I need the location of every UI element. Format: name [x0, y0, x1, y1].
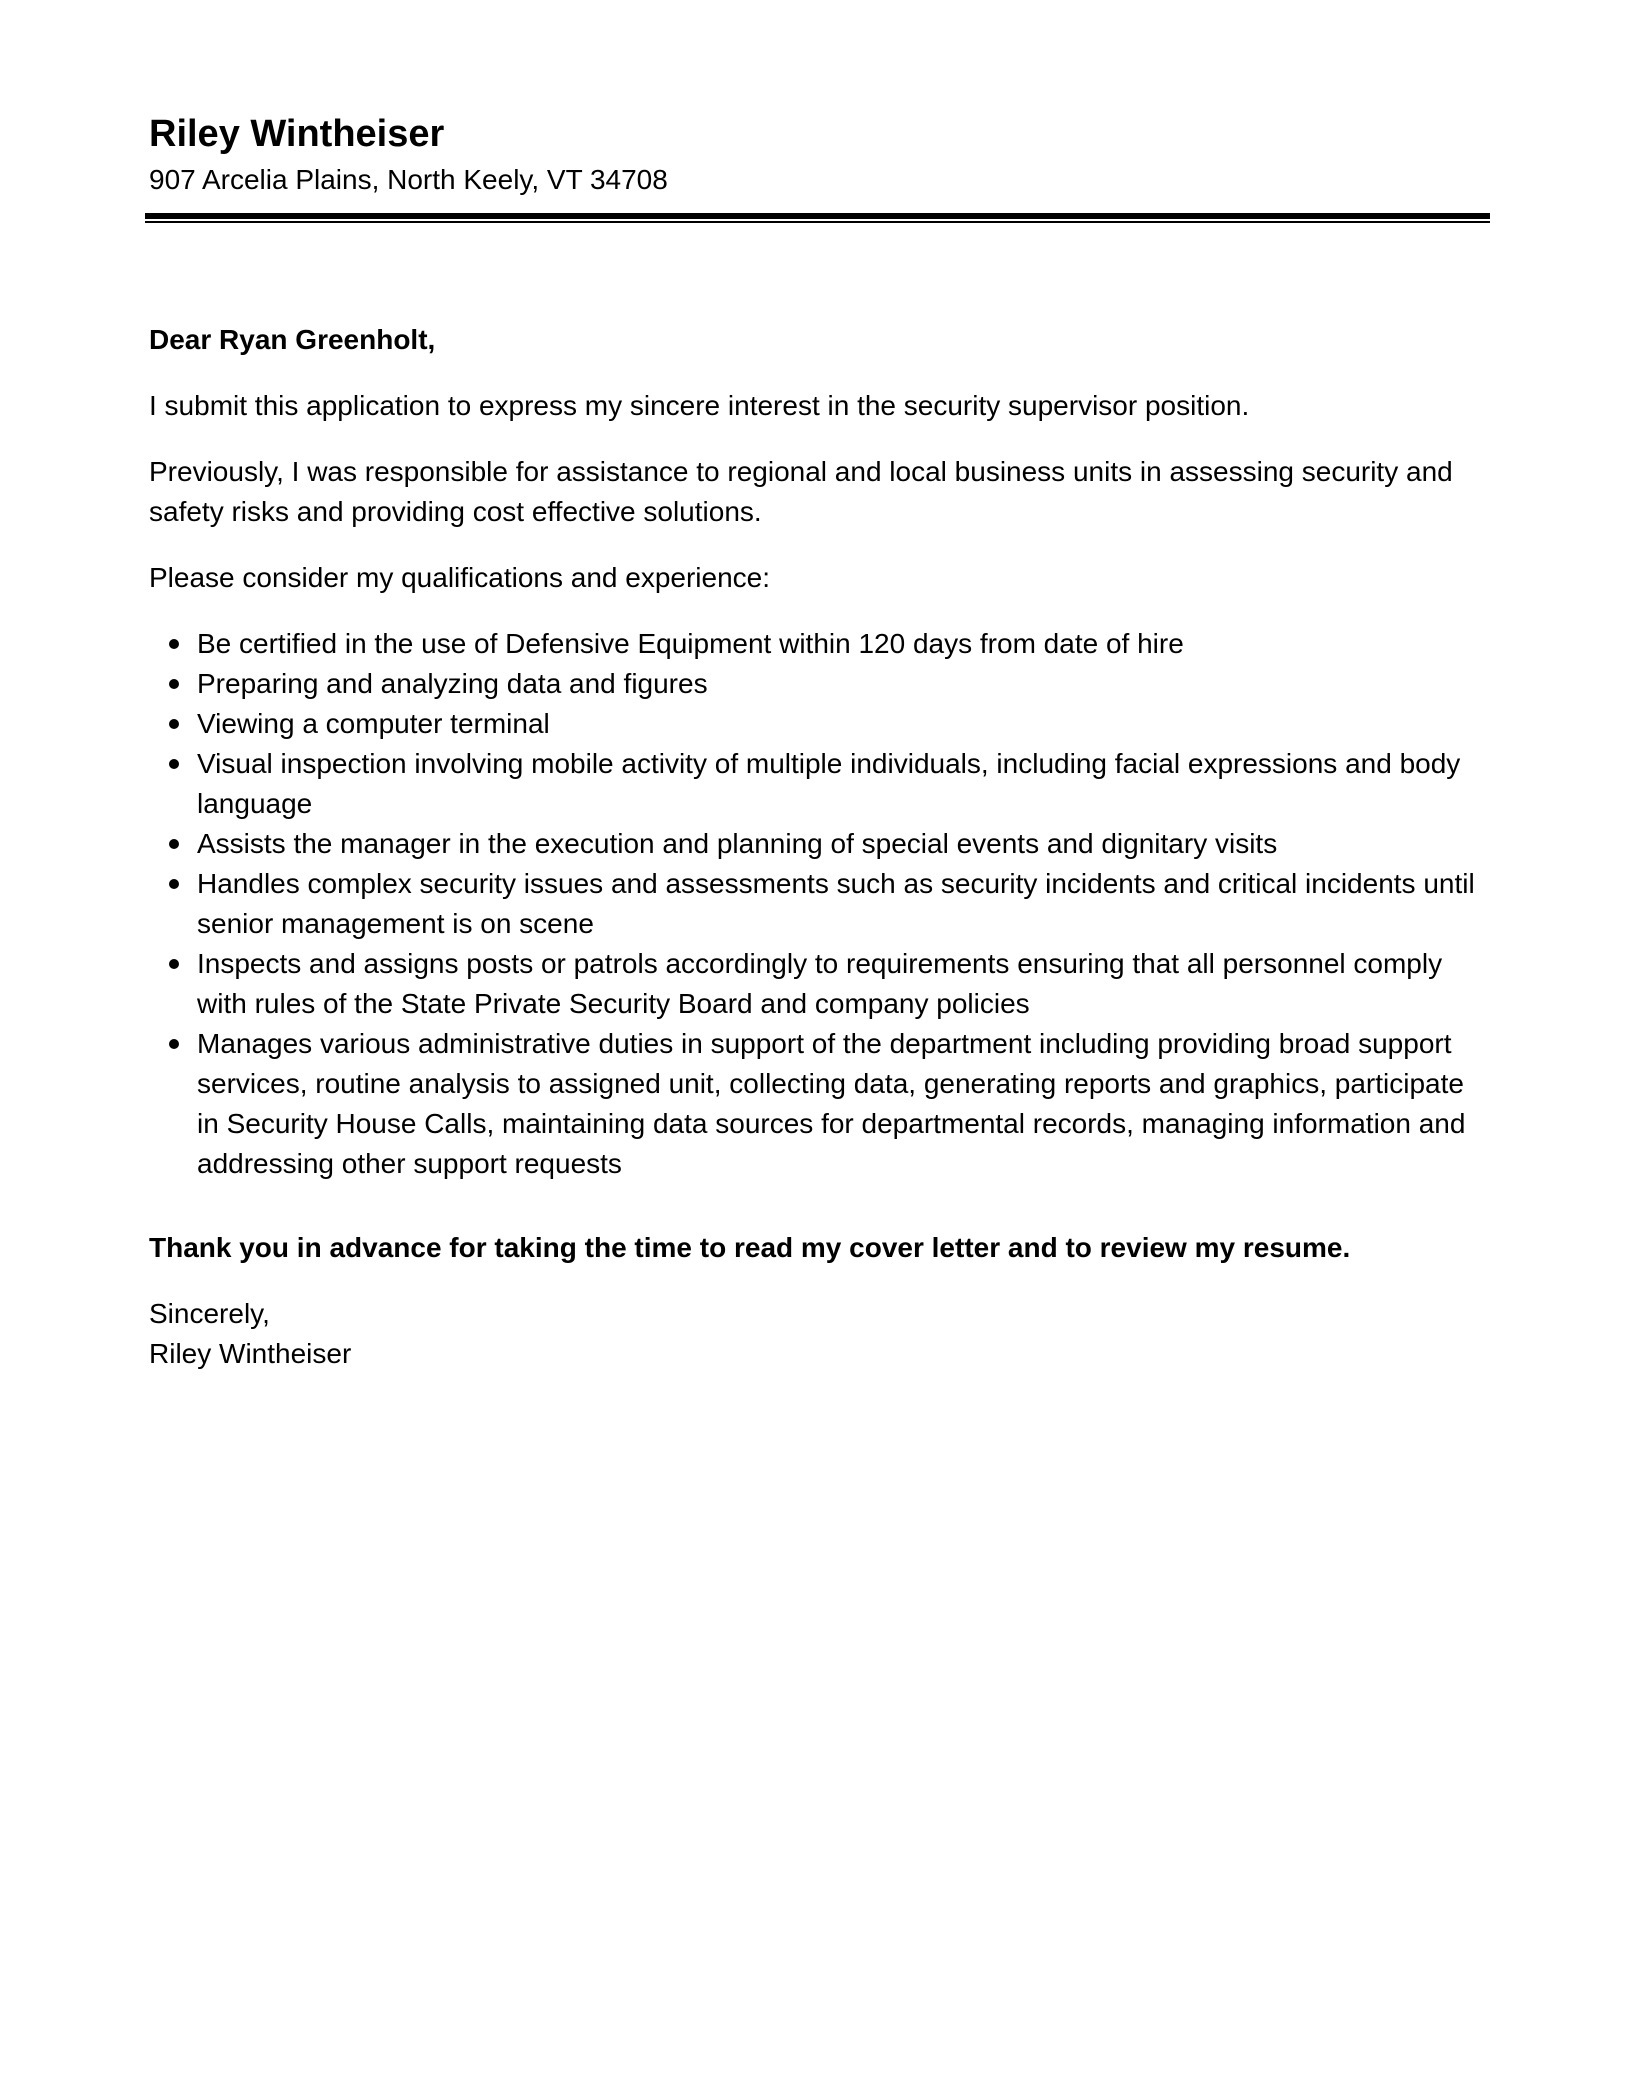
header-divider-thin	[145, 221, 1490, 223]
list-item	[149, 744, 1484, 824]
list-item	[149, 944, 1484, 1024]
list-item-text: Preparing and analyzing data and figures	[197, 668, 708, 699]
paragraph-intro: I submit this application to express my sincere interest in the security supervisor position.	[149, 390, 1250, 421]
salutation: Dear Ryan Greenholt,	[149, 324, 436, 355]
signature-name: Riley Wintheiser	[149, 1338, 352, 1369]
list-item-text: Inspects and assigns posts or patrols accordingly to requirements ensuring that all personnel comply with rules of the State Private Security Board and company policies	[197, 948, 1443, 1019]
list-item-text: Manages various administrative duties in support of the department including providing broad support services, routine analysis to assigned unit, collecting data, generating reports and graphics, participate in Security House Calls, maintaining data sources for departmental records, managing information and addressing other support requests	[197, 1028, 1466, 1179]
paragraph-qualifications: Please consider my qualifications and experience:	[149, 562, 771, 593]
list-item	[149, 704, 1484, 744]
list-item	[149, 824, 1484, 864]
bullet-icon	[169, 1039, 179, 1049]
closing-statement: Thank you in advance for taking the time to read my cover letter and to review my resume.	[149, 1232, 1351, 1263]
bullet-icon	[169, 839, 179, 849]
list-item-text: Visual inspection involving mobile activity of multiple individuals, including facial expressions and body language	[197, 748, 1461, 819]
qualifications-list	[149, 624, 1484, 1184]
list-item-text: Assists the manager in the execution and planning of special events and dignitary visits	[197, 828, 1278, 859]
letter-body	[149, 320, 1484, 1374]
list-item	[149, 1024, 1484, 1184]
bullet-icon	[169, 719, 179, 729]
bullet-icon	[169, 679, 179, 689]
letter-header	[149, 108, 1489, 200]
paragraph-experience: Previously, I was responsible for assistance to regional and local business units in assessing security and safety risks and providing cost effective solutions.	[149, 456, 1453, 527]
signoff-block	[149, 1294, 1484, 1374]
list-item-text: Viewing a computer terminal	[197, 708, 550, 739]
signoff: Sincerely,	[149, 1298, 270, 1329]
bullet-icon	[169, 639, 179, 649]
list-item	[149, 864, 1484, 944]
list-item-text: Handles complex security issues and assessments such as security incidents and critical incidents until senior management is on scene	[197, 868, 1475, 939]
bullet-icon	[169, 879, 179, 889]
sender-name: Riley Wintheiser	[149, 113, 445, 155]
list-item	[149, 664, 1484, 704]
list-item-text: Be certified in the use of Defensive Equipment within 120 days from date of hire	[197, 628, 1184, 659]
list-item	[149, 624, 1484, 664]
bullet-icon	[169, 759, 179, 769]
header-divider-thick	[145, 213, 1490, 219]
bullet-icon	[169, 959, 179, 969]
sender-address: 907 Arcelia Plains, North Keely, VT 34708	[149, 164, 668, 195]
